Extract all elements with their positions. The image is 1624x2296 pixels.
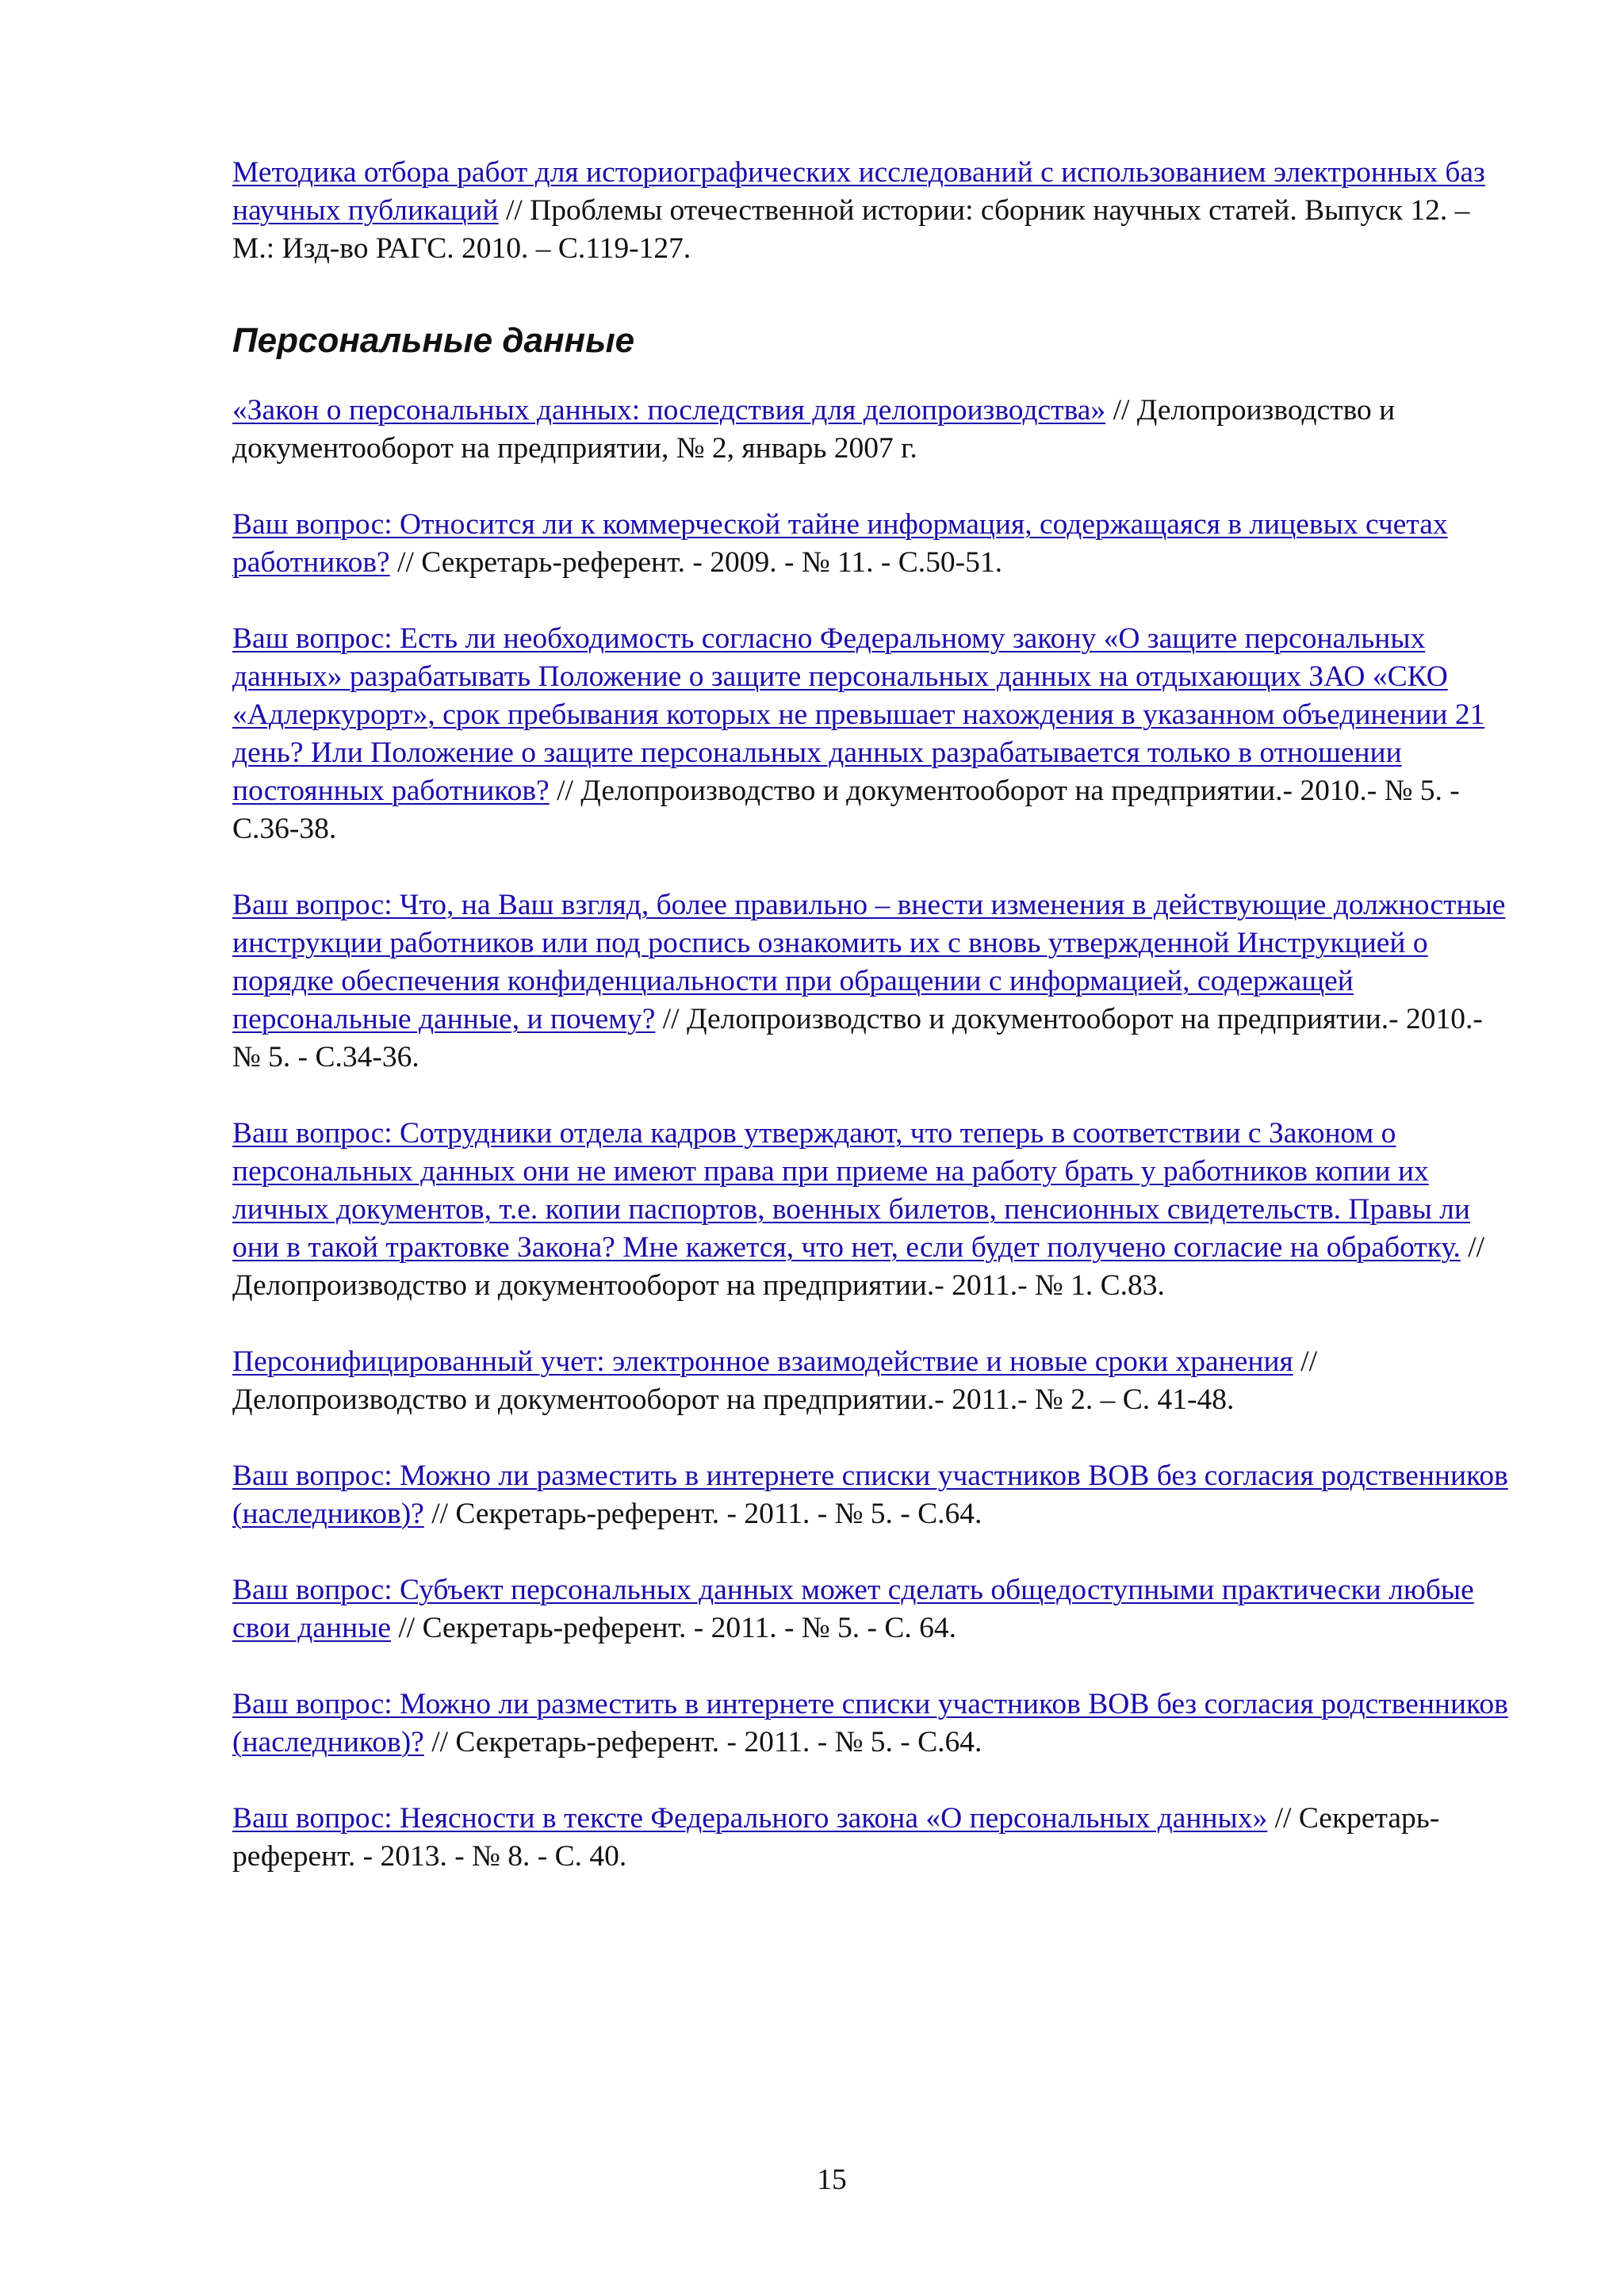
entry-link[interactable]: «Закон о персональных данных: последствия для делопроизводства» [232,394,1106,427]
bibliography-entry [232,1115,1517,1305]
entry-link[interactable]: Ваш вопрос: Неясности в тексте Федерального закона «О персональных данных» [232,1802,1268,1835]
bibliography-entry [232,392,1517,468]
bibliography-entry [232,1457,1517,1533]
bibliography-entry [232,1571,1517,1647]
entry-link[interactable]: Ваш вопрос: Субъект персональных данных может сделать общедоступными практически любые свои данные [232,1574,1474,1644]
entry-citation: // Делопроизводство и документооборот на предприятии.- 2011.- № 1. С.83. [232,1231,1485,1302]
page-number: 15 [817,2164,847,2196]
bibliography-entry [232,886,1517,1077]
entry-link[interactable]: Ваш вопрос: Относится ли к коммерческой тайне информация, содержащаяся в лицевых счетах работников? [232,508,1448,579]
entry-citation: // Делопроизводство и документооборот на предприятии.- 2010.- № 5. - С.34-36. [232,1003,1483,1073]
entry-link[interactable]: Ваш вопрос: Можно ли разместить в интернете списки участников ВОВ без согласия родственников (наследников)? [232,1460,1508,1530]
bibliography-entry [232,1800,1517,1876]
entry-citation: // Секретарь-референт. - 2009. - № 11. - С.50-51. [389,546,1002,579]
entry-link[interactable]: Персонифицированный учет: электронное взаимодействие и новые сроки хранения [232,1345,1293,1378]
entry-link[interactable]: Методика отбора работ для историографических исследований с использованием электронных баз научных публикаций [232,156,1485,227]
entry-citation: // Секретарь-референт. - 2011. - № 5. - С.64. [423,1498,982,1530]
entry-citation: // Делопроизводство и документооборот на предприятии, № 2, январь 2007 г. [232,394,1396,465]
page-content [232,154,1517,1914]
bibliography-entry [232,506,1517,582]
entry-citation: // Секретарь-референт. - 2011. - № 5. - С.64. [423,1726,982,1758]
entry-link[interactable]: Ваш вопрос: Можно ли разместить в интернете списки участников ВОВ без согласия родственников (наследников)? [232,1688,1508,1758]
entry-citation: // Секретарь-референт. - 2013. - № 8. - С. 40. [232,1802,1440,1873]
section-heading: Персональные данные [232,321,635,360]
entry-link[interactable]: Ваш вопрос: Есть ли необходимость согласно Федеральному закону «О защите персональных данных» разрабатывать Положение о защите персональных данных на отдыхающих ЗАО «СКО «Адлеркурорт», срок пребывания которых не превышает нахождения в указанном объединении 21 день? Или Положение о защите персональных данных разрабатывается только в отношении постоянных работников? [232,622,1485,807]
entry-citation: // Делопроизводство и документооборот на предприятии.- 2010.- № 5. - С.36-38. [232,775,1460,845]
entry-link[interactable]: Ваш вопрос: Что, на Ваш взгляд, более правильно – внести изменения в действующие должностные инструкции работников или под роспись ознакомить их с вновь утвержденной Инструкцией о порядке обеспечения конфиденциальности при обращении с информацией, содержащей персональные данные, и почему? [232,889,1506,1035]
bibliography-entry [232,1343,1517,1419]
entry-citation: // Проблемы отечественной истории: сборник научных статей. Выпуск 12. – М.: Изд-во РАГС. 2010. – С.119-127. [232,194,1470,265]
bibliography-entry [232,154,1517,268]
bibliography-entry [232,620,1517,848]
entry-citation: // Секретарь-референт. - 2011. - № 5. - С. 64. [391,1612,956,1644]
bibliography-entry [232,1686,1517,1762]
entry-link[interactable]: Ваш вопрос: Сотрудники отдела кадров утверждают, что теперь в соответствии с Законом о персональных данных они не имеют права при приеме на работу брать у работников копии их личных документов, т.е. копии паспортов, военных билетов, пенсионных свидетельств. Правы ли они в такой трактовке Закона? Мне кажется, что нет, если будет получено согласие на обработку. [232,1117,1470,1264]
entry-citation: // Делопроизводство и документооборот на предприятии.- 2011.- № 2. – С. 41-48. [232,1345,1317,1416]
